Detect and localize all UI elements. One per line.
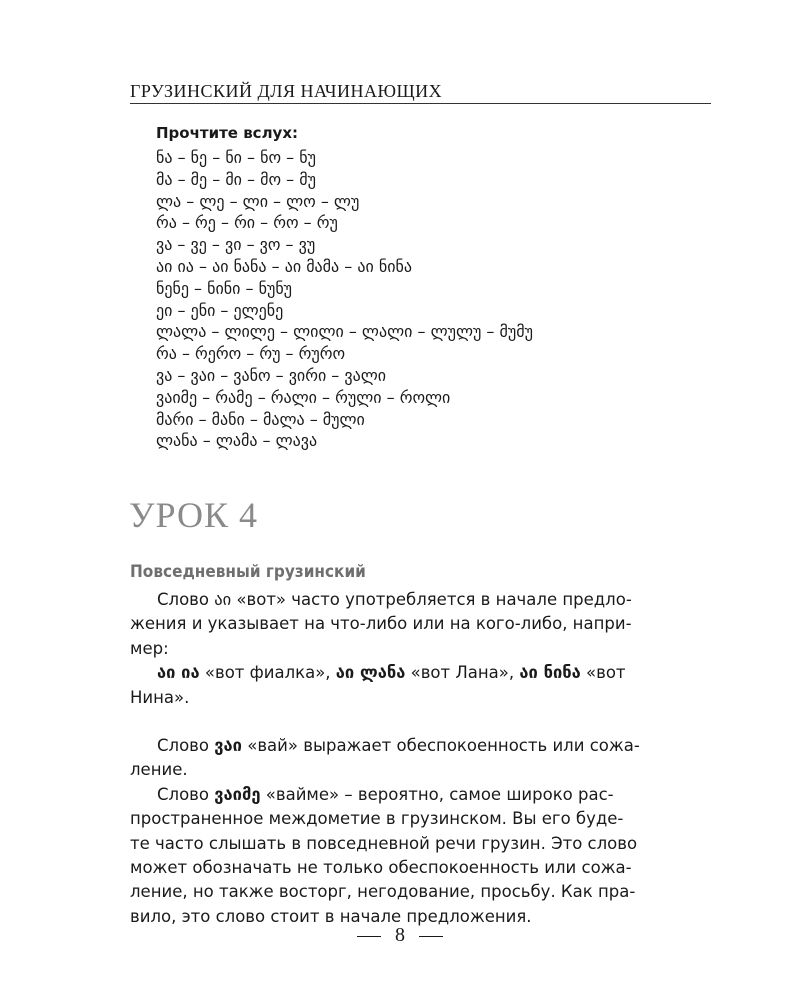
drill-line: ვაიმე – რამე – რალი – რული – როლი: [156, 387, 451, 407]
text-line: ление.: [130, 760, 188, 780]
drill-line: აი ია – აი ნანა – აი მამა – აი ნინა: [156, 256, 412, 276]
drill-line: მარი – მანი – მალა – მული: [156, 409, 365, 429]
exercise-title: Прочтите вслух:: [156, 124, 299, 142]
text-line: ление, но также восторг, негодование, просьбу. Как пра-: [130, 882, 636, 902]
text-run: Слово: [157, 784, 215, 804]
text-run: Слово: [157, 736, 215, 756]
lesson-title: УРОК 4: [129, 495, 258, 535]
text-line: вило, это слово стоит в начале предложения.: [130, 906, 532, 926]
drill-line: ნენე – ნინი – ნუნუ: [156, 278, 293, 298]
text-run: «вот» часто употребляется в начале предло-: [231, 590, 632, 609]
georgian-word: ვაი: [214, 736, 242, 756]
header-rule: [130, 103, 711, 104]
folio-dash-right: [419, 936, 443, 937]
georgian-word: აი: [214, 590, 232, 609]
section-heading: Повседневный грузинский: [130, 562, 366, 582]
translation: «вот: [580, 663, 626, 683]
examples-line: [130, 661, 710, 710]
paragraph-vaime: [130, 783, 710, 929]
folio-dash-left: [357, 936, 381, 937]
georgian-example: აი ია: [157, 663, 200, 683]
drill-line: ეი – ენი – ელენე: [156, 300, 284, 320]
text-line: может обозначать не только обеспокоенность или сожа-: [130, 858, 632, 878]
drill-line: რა – რე – რი – რო – რუ: [156, 213, 338, 233]
drill-line: ვა – ვაი – ვანო – ვირი – ვალი: [156, 365, 387, 385]
georgian-word: ვაიმე: [214, 784, 261, 804]
text-line: жения и указывает на что-либо или на кого-либо, напри-: [130, 614, 632, 634]
drill-line: ლანა – ლამა – ლავა: [156, 431, 318, 451]
translation: «вот фиалка»,: [199, 663, 336, 683]
text-line: Нина».: [130, 687, 190, 707]
drill-line: ვა – ვე – ვი – ვო – ვუ: [156, 235, 316, 255]
running-header: ГРУЗИНСКИЙ ДЛЯ НАЧИНАЮЩИХ: [130, 81, 443, 101]
drill-lines: [156, 147, 696, 452]
paragraph-vai: [130, 734, 710, 783]
page-footer: [0, 922, 800, 948]
paragraph-gap: [130, 710, 710, 734]
text-line: пространенное междометие в грузинском. Вы его буде-: [130, 809, 624, 829]
lesson-body: [130, 588, 710, 929]
drill-line: ლა – ლე – ლი – ლო – ლუ: [156, 191, 360, 211]
georgian-example: აი ლანა: [335, 663, 406, 683]
text-run: Слово: [157, 590, 215, 609]
text-line: те часто слышать в повседневной речи грузин. Это слово: [130, 833, 638, 853]
reading-exercise: [156, 124, 696, 452]
page-number: 8: [395, 924, 405, 946]
drill-line: ნა – ნე – ნი – ნო – ნუ: [156, 148, 316, 167]
drill-line: რა – რერო – რუ – რურო: [156, 344, 346, 364]
translation: «вот Лана»,: [405, 663, 520, 683]
text-line: мер:: [130, 638, 169, 658]
text-run: «вай» выражает обеспокоенность или сожа-: [241, 736, 640, 756]
drill-line: მა – მე – მი – მო – მუ: [156, 169, 316, 189]
drill-line: ლალა – ლილე – ლილი – ლალი – ლულუ – მუმუ: [156, 322, 533, 342]
text-run: «вайме» – вероятно, самое широко рас-: [260, 784, 614, 804]
paragraph-ai: [130, 588, 710, 661]
georgian-example: აი ნინა: [519, 663, 581, 683]
